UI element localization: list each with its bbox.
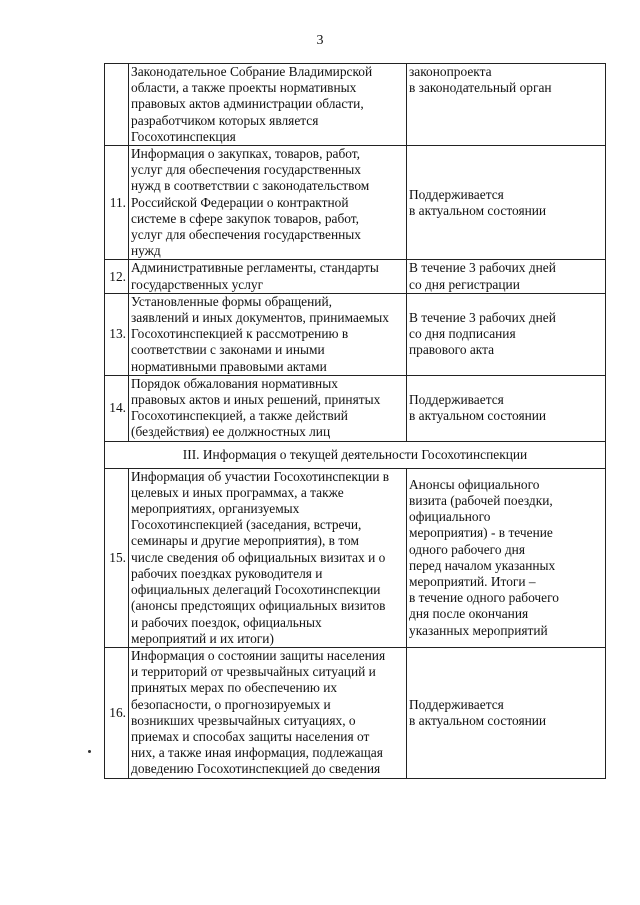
info-line: Госохотинспекцией (заседания, встречи, — [131, 517, 362, 533]
period-line: В течение 3 рабочих дней — [409, 310, 556, 326]
period-line: перед началом указанных — [409, 557, 556, 573]
table-row — [105, 468, 606, 647]
info-line: Установленные формы обращений, — [131, 293, 332, 309]
info-cell — [129, 146, 407, 260]
info-line: Информация о закупках, товаров, работ, — [131, 146, 360, 162]
row-number: 16. — [105, 647, 129, 778]
info-line: и рабочих поездок, официальных — [131, 614, 322, 630]
page-number: 3 — [316, 33, 324, 48]
period-line: правового акта — [409, 342, 495, 358]
period-cell — [407, 260, 606, 293]
period-line: Поддерживается — [409, 392, 504, 408]
info-line: заявлений и иных документов, принимаемых — [131, 310, 390, 326]
period-cell — [407, 64, 606, 146]
period-cell — [407, 146, 606, 260]
info-cell — [129, 293, 407, 375]
period-cell — [407, 293, 606, 375]
period-line: со дня регистрации — [409, 276, 520, 292]
info-line: Российской Федерации о контрактной — [131, 194, 349, 210]
info-line: (анонсы предстоящих официальных визитов — [131, 598, 386, 614]
period-line: в актуальном состоянии — [409, 712, 547, 728]
info-line: нужд — [131, 243, 161, 259]
info-line: принятых мерах по обеспечению их — [131, 680, 338, 696]
info-line: разработчиком которых является — [131, 112, 319, 128]
period-line: в актуальном состоянии — [409, 408, 547, 424]
info-line: рабочих поездках руководителя и — [131, 565, 323, 581]
info-line: Информация о состоянии защиты населения — [131, 647, 386, 663]
period-line: законопроекта — [409, 64, 492, 79]
table-body-top — [105, 64, 606, 442]
info-line: услуг для обеспечения государственных — [131, 162, 361, 178]
info-line: них, а также иная информация, подлежащая — [131, 745, 383, 761]
margin-mark — [88, 750, 91, 753]
row-number: 12. — [105, 260, 129, 293]
section-row — [105, 441, 606, 468]
info-line: целевых и иных программах, а также — [131, 484, 344, 500]
info-line: числе сведения об официальных визитах и о — [131, 549, 386, 565]
info-line: Административные регламенты, стандарты — [131, 260, 379, 276]
info-line: Законодательное Собрание Владимирской — [131, 64, 373, 79]
information-table — [104, 63, 606, 779]
table-row — [105, 146, 606, 260]
info-line: возникших чрезвычайных ситуациях, о — [131, 712, 356, 728]
info-line: правовых актов и иных решений, принятых — [131, 392, 381, 408]
info-line: и территорий от чрезвычайных ситуаций и — [131, 664, 376, 680]
info-line: Госохотинспекцией, а также действий — [131, 408, 348, 424]
info-line: приемах и способах защиты населения от — [131, 728, 370, 744]
period-line: визита (рабочей поездки, — [409, 492, 553, 508]
period-line: Анонсы официального — [409, 476, 540, 492]
period-line: со дня подписания — [409, 326, 516, 342]
period-line: указанных мероприятий — [409, 622, 548, 638]
row-number — [105, 64, 129, 146]
section-heading: III. Информация о текущей деятельности Госохотинспекции — [105, 441, 606, 468]
info-line: мероприятиях, организуемых — [131, 501, 300, 517]
row-number: 11. — [105, 146, 129, 260]
row-number: 13. — [105, 293, 129, 375]
info-line: доведению Госохотинспекцией до сведения — [131, 761, 381, 777]
info-cell — [129, 468, 407, 647]
info-cell — [129, 64, 407, 146]
info-line: нужд в соответствии с законодательством — [131, 178, 370, 194]
row-number: 14. — [105, 375, 129, 441]
info-line: соответствии с законами и иными — [131, 342, 325, 358]
table-row — [105, 293, 606, 375]
info-line: мероприятий и их итоги) — [131, 630, 274, 646]
info-line: области, а также проекты нормативных — [131, 80, 357, 96]
info-line: услуг для обеспечения государственных — [131, 227, 361, 243]
info-line: (бездействия) ее должностных лиц — [131, 424, 331, 440]
period-cell — [407, 468, 606, 647]
period-line: Поддерживается — [409, 696, 504, 712]
table-row — [105, 647, 606, 778]
info-cell — [129, 260, 407, 293]
period-line: мероприятия) - в течение — [409, 525, 553, 541]
info-line: Порядок обжалования нормативных — [131, 375, 338, 391]
period-line: в законодательный орган — [409, 80, 552, 96]
table-section-row-group — [105, 441, 606, 468]
info-line: семинары и другие мероприятия), в том — [131, 533, 359, 549]
info-line: Госохотинспекция — [131, 128, 236, 144]
info-cell — [129, 647, 407, 778]
info-line: нормативными правовыми актами — [131, 358, 327, 374]
info-line: правовых актов администрации области, — [131, 96, 364, 112]
table-row — [105, 64, 606, 146]
period-line: мероприятий. Итоги – — [409, 573, 536, 589]
period-line: одного рабочего дня — [409, 541, 526, 557]
period-line: Поддерживается — [409, 186, 504, 202]
period-cell — [407, 647, 606, 778]
period-line: в течение одного рабочего — [409, 590, 559, 606]
info-line: системе в сфере закупок товаров, работ, — [131, 210, 359, 226]
info-line: государственных услуг — [131, 276, 264, 292]
info-line: официальных делегаций Госохотинспекции — [131, 582, 381, 598]
info-line: Госохотинспекцией к рассмотрению в — [131, 326, 349, 342]
info-line: Информация об участии Госохотинспекции в — [131, 468, 390, 484]
period-line: В течение 3 рабочих дней — [409, 260, 556, 276]
info-cell — [129, 375, 407, 441]
row-number: 15. — [105, 468, 129, 647]
period-line: в актуальном состоянии — [409, 202, 547, 218]
info-line: безопасности, о прогнозируемых и — [131, 696, 331, 712]
table-row — [105, 375, 606, 441]
table-row — [105, 260, 606, 293]
period-line: дня после окончания — [409, 606, 529, 622]
period-cell — [407, 375, 606, 441]
table-body-bottom — [105, 468, 606, 778]
period-line: официального — [409, 509, 491, 525]
